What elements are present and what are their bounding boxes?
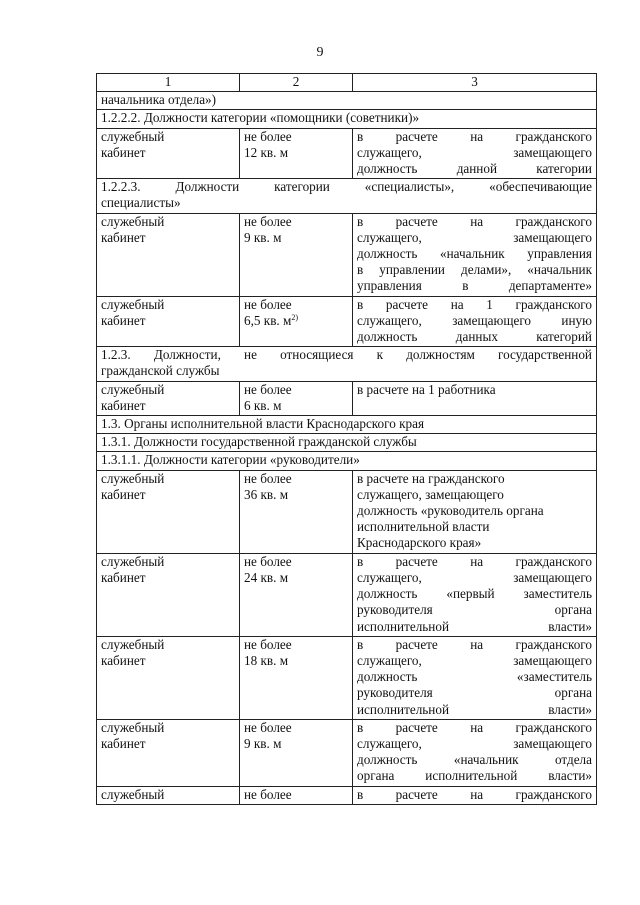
table-row xyxy=(97,213,597,296)
premises-type-cell xyxy=(97,786,240,804)
area-norm-text: не более xyxy=(244,213,292,229)
area-norm-text: не более xyxy=(244,786,292,802)
premises-type-line: кабинет xyxy=(101,735,146,751)
table-row xyxy=(97,636,597,719)
area-norm-text: не более xyxy=(244,296,292,312)
area-norm-line xyxy=(244,398,348,414)
section-heading-line: 1.2.2.3. Должности категории «специалисты», «обеспечивающие xyxy=(101,179,592,195)
area-norm-line xyxy=(244,720,348,736)
area-norm-text: 9 кв. м xyxy=(244,735,282,751)
norm-basis-line: исполнительной власти» xyxy=(357,618,592,634)
area-norm-cell xyxy=(240,719,353,786)
premises-type-line: служебный xyxy=(101,381,165,397)
norm-basis-line: должность «руководитель органа xyxy=(357,503,544,519)
norm-basis-cell xyxy=(353,636,597,719)
norm-basis-line: должность «начальник отдела xyxy=(357,752,592,768)
norm-basis-line: служащего, замещающего xyxy=(357,229,592,245)
area-norm-text: 24 кв. м xyxy=(244,569,289,585)
norm-basis-line: должность данной категории xyxy=(357,161,592,177)
norm-basis-line: служащего, замещающего xyxy=(357,652,592,668)
table-row xyxy=(97,128,597,179)
norm-basis-line: органа исполнительной власти» xyxy=(357,768,592,784)
section-heading xyxy=(97,347,597,381)
section-row xyxy=(97,110,597,128)
norm-basis-line: в расчете на гражданского xyxy=(357,128,592,144)
area-norm-cell xyxy=(240,636,353,719)
area-norm-text: 18 кв. м xyxy=(244,652,289,668)
norm-basis-line: исполнительной власти» xyxy=(357,701,592,717)
norm-basis-cell xyxy=(353,786,597,804)
area-norm-line xyxy=(244,297,348,313)
norm-basis-line: должность данных категорий xyxy=(357,329,592,345)
premises-type-line: кабинет xyxy=(101,397,146,413)
area-norm-line xyxy=(244,313,348,329)
area-norm-line xyxy=(244,145,348,161)
premises-type-line: служебный xyxy=(101,553,165,569)
table-row xyxy=(97,296,597,347)
header-cell-2: 2 xyxy=(240,74,353,92)
area-norm-line xyxy=(244,554,348,570)
section-row xyxy=(97,434,597,452)
area-norm-text: 12 кв. м xyxy=(244,144,289,160)
premises-type-line: служебный xyxy=(101,470,165,486)
norm-basis-cell xyxy=(353,296,597,347)
area-norm-text: 36 кв. м xyxy=(244,486,289,502)
premises-type-line: кабинет xyxy=(101,569,146,585)
norm-basis-cell xyxy=(353,213,597,296)
section-heading xyxy=(97,110,597,128)
section-row xyxy=(97,347,597,381)
premises-type-line: кабинет xyxy=(101,144,146,160)
norm-basis-line: руководителя органа xyxy=(357,602,592,618)
section-heading-line: 1.3.1.1. Должности категории «руководители» xyxy=(101,452,360,468)
premises-type-line: служебный xyxy=(101,719,165,735)
norms-table xyxy=(96,73,597,805)
area-norm-cell xyxy=(240,553,353,636)
table-row xyxy=(97,719,597,786)
table-row xyxy=(97,470,597,553)
norm-basis-line: в расчете на гражданского xyxy=(357,213,592,229)
section-heading-line: начальника отдела») xyxy=(101,92,217,108)
premises-type-line: служебный xyxy=(101,636,165,652)
premises-type-line: кабинет xyxy=(101,229,146,245)
table-row xyxy=(97,381,597,415)
norms-table-body xyxy=(97,74,597,805)
norm-basis-cell xyxy=(353,381,597,415)
area-norm-cell xyxy=(240,296,353,347)
premises-type-cell xyxy=(97,470,240,553)
area-norm-line xyxy=(244,570,348,586)
area-norm-text: не более xyxy=(244,470,292,486)
norm-basis-line: в расчете на 1 гражданского xyxy=(357,296,592,312)
area-norm-text: не более xyxy=(244,381,292,397)
premises-type-cell xyxy=(97,719,240,786)
norm-basis-line: в расчете на гражданского xyxy=(357,786,592,802)
section-row xyxy=(97,416,597,434)
norm-basis-cell xyxy=(353,128,597,179)
norm-basis-line: должность «заместитель xyxy=(357,669,592,685)
premises-type-cell xyxy=(97,296,240,347)
area-norm-line xyxy=(244,487,348,503)
footnote-marker: 2) xyxy=(291,312,299,322)
section-heading-line: гражданской службы xyxy=(101,363,220,379)
area-norm-line xyxy=(244,471,348,487)
area-norm-cell xyxy=(240,213,353,296)
norm-basis-line: должность «начальник управления xyxy=(357,246,592,262)
area-norm-text: 6,5 кв. м xyxy=(244,312,292,328)
section-heading-line: 1.3.1. Должности государственной гражданской службы xyxy=(101,434,417,450)
premises-type-cell xyxy=(97,636,240,719)
norm-basis-cell xyxy=(353,553,597,636)
area-norm-text: не более xyxy=(244,128,292,144)
norm-basis-line: в расчете на гражданского xyxy=(357,636,592,652)
area-norm-line xyxy=(244,382,348,398)
area-norm-text: не более xyxy=(244,636,292,652)
section-row xyxy=(97,179,597,213)
premises-type-line: служебный xyxy=(101,296,165,312)
header-cell-1: 1 xyxy=(97,74,240,92)
area-norm-cell xyxy=(240,381,353,415)
area-norm-line xyxy=(244,230,348,246)
premises-type-line: служебный xyxy=(101,128,165,144)
norm-basis-line: служащего, замещающего xyxy=(357,144,592,160)
norm-basis-line: руководителя органа xyxy=(357,685,592,701)
premises-type-line: кабинет xyxy=(101,312,146,328)
premises-type-cell xyxy=(97,381,240,415)
area-norm-text: не более xyxy=(244,719,292,735)
area-norm-line xyxy=(244,214,348,230)
header-cell-3: 3 xyxy=(353,74,597,92)
premises-type-cell xyxy=(97,553,240,636)
section-heading xyxy=(97,416,597,434)
area-norm-text: 6 кв. м xyxy=(244,397,282,413)
area-norm-line xyxy=(244,129,348,145)
area-norm-cell xyxy=(240,786,353,804)
section-heading-line: 1.3. Органы исполнительной власти Краснодарского края xyxy=(101,416,425,432)
page-number: 9 xyxy=(316,45,324,60)
premises-type-cell xyxy=(97,213,240,296)
norm-basis-line: служащего, замещающего иную xyxy=(357,312,592,328)
norm-basis-line: служащего, замещающего xyxy=(357,486,504,502)
norm-basis-line: в расчете на гражданского xyxy=(357,553,592,569)
premises-type-line: служебный xyxy=(101,786,165,802)
section-heading-line: 1.2.2.2. Должности категории «помощники (советники)» xyxy=(101,110,420,126)
norm-basis-line: в расчете на гражданского xyxy=(357,470,505,486)
area-norm-cell xyxy=(240,128,353,179)
section-heading xyxy=(97,434,597,452)
norm-basis-line: в расчете на гражданского xyxy=(357,719,592,735)
norm-basis-line: управления в департаменте» xyxy=(357,278,592,294)
section-row xyxy=(97,452,597,470)
area-norm-text: 9 кв. м xyxy=(244,229,282,245)
premises-type-cell xyxy=(97,128,240,179)
norm-basis-cell xyxy=(353,470,597,553)
norm-basis-line: исполнительной власти xyxy=(357,519,490,535)
section-heading xyxy=(97,452,597,470)
section-heading-line: 1.2.3. Должности, не относящиеся к должностям государственной xyxy=(101,347,592,363)
norm-basis-line: служащего, замещающего xyxy=(357,735,592,751)
norm-basis-line: служащего, замещающего xyxy=(357,569,592,585)
premises-type-line: кабинет xyxy=(101,652,146,668)
area-norm-line xyxy=(244,653,348,669)
table-row xyxy=(97,786,597,804)
norm-basis-line: в расчете на 1 работника xyxy=(357,381,496,397)
section-row xyxy=(97,92,597,110)
table-row xyxy=(97,553,597,636)
norm-basis-line: Краснодарского края» xyxy=(357,535,482,551)
section-heading-line: специалисты» xyxy=(101,195,181,211)
norm-basis-line: в управлении делами», «начальник xyxy=(357,262,592,278)
section-heading xyxy=(97,179,597,213)
table-header-row xyxy=(97,74,597,92)
norm-basis-cell xyxy=(353,719,597,786)
area-norm-text: не более xyxy=(244,553,292,569)
area-norm-line xyxy=(244,787,348,803)
area-norm-cell xyxy=(240,470,353,553)
premises-type-line: служебный xyxy=(101,213,165,229)
premises-type-line: кабинет xyxy=(101,486,146,502)
norm-basis-line: должность «первый заместитель xyxy=(357,586,592,602)
area-norm-line xyxy=(244,637,348,653)
area-norm-line xyxy=(244,736,348,752)
section-heading xyxy=(97,92,597,110)
